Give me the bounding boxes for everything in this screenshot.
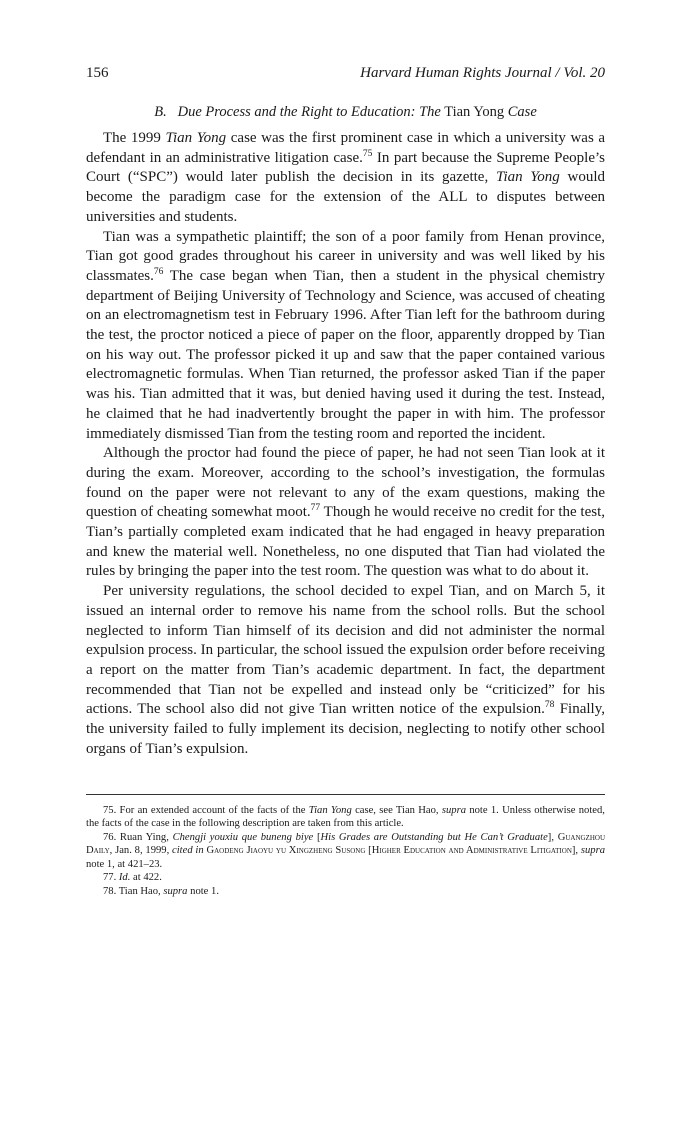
footnote-ref-77[interactable]: 77 bbox=[310, 503, 321, 514]
footnotes bbox=[86, 804, 605, 899]
article-translation: His Grades are Outstanding but He Can’t Graduate bbox=[320, 831, 548, 843]
text-run: The 1999 bbox=[103, 130, 161, 146]
text-run: 76. Ruan Ying, bbox=[103, 831, 169, 843]
publication-name: Guangzhou Daily bbox=[86, 831, 606, 856]
text-run: case, see Tian Hao, bbox=[355, 804, 439, 816]
footnote-ref-76[interactable]: 76 bbox=[153, 266, 164, 277]
text-run: Finally, the university failed to fully implement its decision, neglecting to notify other school organs of Tian’s expulsion. bbox=[86, 701, 605, 757]
section-heading bbox=[86, 102, 605, 122]
citation-signal: supra bbox=[441, 804, 466, 816]
text-run: In part because the Supreme People’s Court (“SPC”) would later publish the decision in its gazette, bbox=[86, 149, 605, 186]
section-title-case-word: Case bbox=[507, 104, 537, 120]
text-run: at 422. bbox=[133, 872, 162, 883]
body-text bbox=[86, 129, 605, 760]
section-title-case-name: Tian Yong bbox=[444, 104, 505, 120]
text-run: would become the paradigm case for the extension of the ALL to disputes between universities and students. bbox=[86, 169, 606, 225]
citation-signal: supra bbox=[163, 885, 188, 897]
page-number: 156 bbox=[86, 65, 109, 81]
text-run: case was the first prominent case in which a university was a defendant in an administrative litigation case. bbox=[86, 130, 606, 166]
case-name: Tian Yong bbox=[165, 130, 227, 146]
text-run: 75. For an extended account of the facts of the bbox=[103, 804, 306, 816]
case-name: Tian Yong bbox=[308, 804, 352, 816]
citation-signal: cited in bbox=[172, 845, 204, 856]
book-title: Gaodeng Jiaoyu yu Xingzheng Susong [Higher Education and Administrative Litigation] bbox=[206, 845, 576, 856]
text-run: , Jan. 8, 1999, bbox=[109, 845, 170, 856]
paragraph-1 bbox=[86, 129, 605, 228]
journal-page bbox=[86, 62, 605, 898]
article-title: Chengji youxiu que buneng biye bbox=[172, 831, 314, 843]
paragraph-4 bbox=[86, 582, 605, 759]
case-name: Tian Yong bbox=[495, 169, 560, 186]
text-run: 77. bbox=[103, 872, 117, 883]
footnote-76 bbox=[86, 831, 605, 872]
text-run: note 1. Unless otherwise noted, the facts of the case in the following description are taken from this article. bbox=[86, 804, 605, 829]
footnote-ref-75[interactable]: 75 bbox=[362, 148, 373, 159]
footnote-ref-78[interactable]: 78 bbox=[544, 700, 555, 711]
text-run: Per university regulations, the school decided to expel Tian, and on March 5, it issued an internal order to remove his name from the school rolls. But the school neglected to inform Tian himself of its decision and did not administer the normal expulsion process. In particular, the school issued the expulsion order before receiving a report on the matter from Tian’s academic department. In fact, the department recommended that Tian not be expelled and instead only be “criticized” for his actions. The school also did not give Tian written notice of the expulsion. bbox=[86, 583, 605, 718]
running-title: Harvard Human Rights Journal / Vol. 20 bbox=[360, 65, 605, 81]
bracket: [ bbox=[316, 831, 321, 843]
bracket: ], bbox=[547, 831, 554, 843]
text-run: , bbox=[575, 845, 579, 856]
text-run: Although the proctor had found the piece of paper, he had not seen Tian look at it during the exam. Moreover, according to the school’s investigation, the formulas found on the paper were not relevant to any of the exam questions, making the question of cheating somewhat moot. bbox=[86, 445, 605, 521]
footnote-77 bbox=[86, 871, 605, 885]
paragraph-2 bbox=[86, 228, 605, 445]
footnote-divider bbox=[86, 794, 605, 795]
section-label: B. bbox=[154, 104, 167, 120]
text-run: note 1, at 421–23. bbox=[86, 858, 163, 870]
footnote-78 bbox=[86, 885, 605, 899]
text-run: Though he would receive no credit for the test, Tian’s partially completed exam indicated that he had engaged in heavy preparation and knew the material well. Nonetheless, no one disputed that Tian had violated the rules by bringing the paper into the test room. The question was what to do about it. bbox=[86, 504, 606, 580]
paragraph-3 bbox=[86, 444, 605, 582]
section-title-italic: Due Process and the Right to Education: The bbox=[177, 104, 441, 120]
footnote-75 bbox=[86, 804, 605, 831]
text-run: note 1. bbox=[190, 885, 219, 897]
text-run: The case began when Tian, then a student in the physical chemistry department of Beijing University of Technology and Science, was accused of cheating on an electromagnetism test in February 1996. After Tian left for the bathroom during the test, the proctor noticed a piece of paper on the floor, apparently dropped by Tian on his way out. The professor picked it up and saw that the paper contained various electromagnetic formulas. When Tian returned, the professor asked Tian if the paper was his. Tian admitted that it was, but denied having used it during the test. Instead, he claimed that he had inadvertently brought the paper in with him. The professor immediately dismissed Tian from the testing room and reported the incident. bbox=[86, 267, 605, 442]
running-header bbox=[86, 62, 605, 84]
text-run: 78. Tian Hao, bbox=[103, 885, 161, 897]
citation-signal: Id. bbox=[118, 872, 131, 883]
citation-signal: supra bbox=[580, 845, 605, 856]
text-run: Tian was a sympathetic plaintiff; the son of a poor family from Henan province, Tian got good grades throughout his career in university and was well liked by his classmates. bbox=[86, 228, 605, 284]
